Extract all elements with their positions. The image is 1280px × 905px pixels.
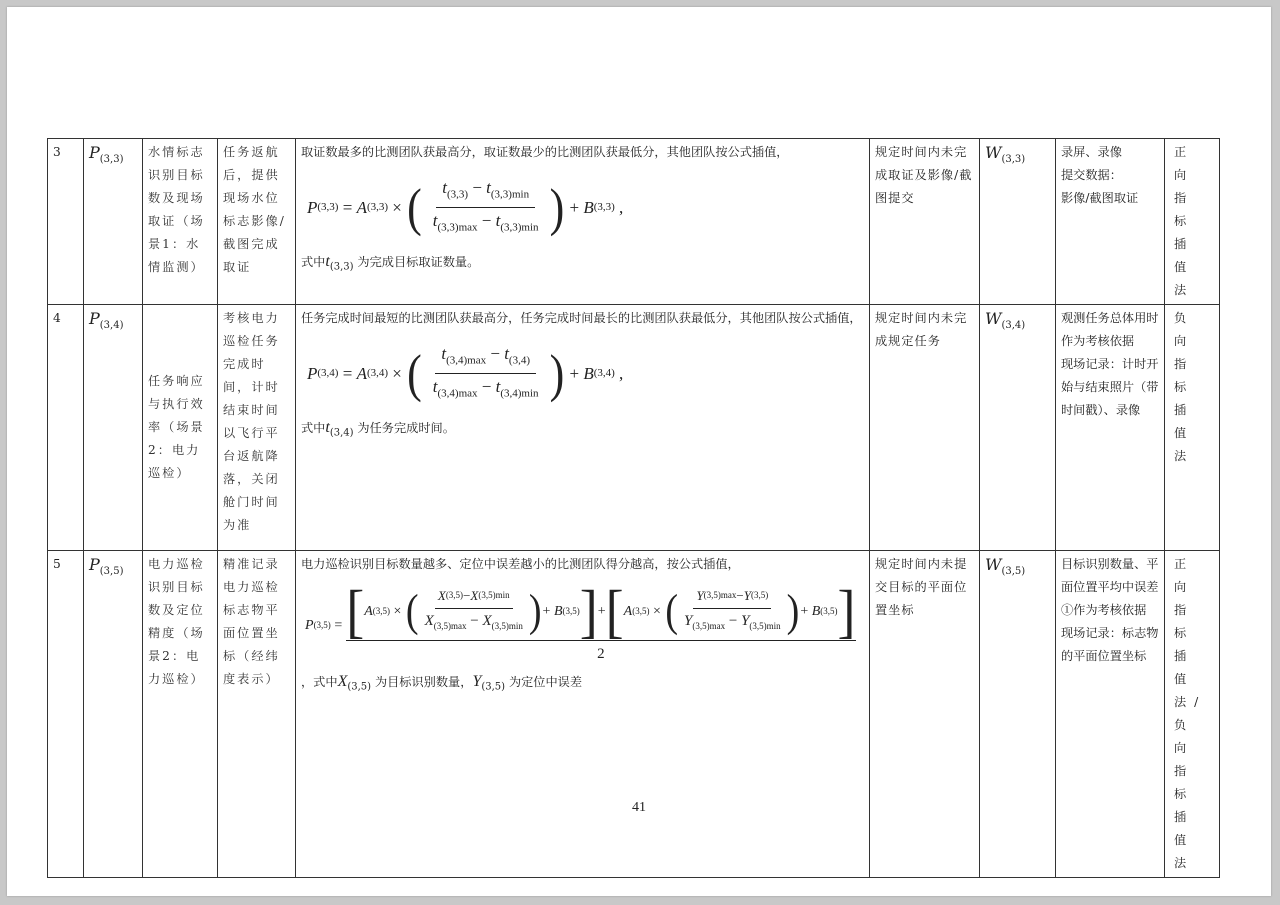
indicator-symbol: $P_{(3,5)}$: [84, 551, 143, 878]
indicator-content: 任务返航后，提供现场水位标志影像/截图完成取证: [218, 139, 296, 305]
evidence: 录屏、录像 提交数据： 影像/截图取证: [1056, 139, 1165, 305]
formula-note: ，式中$X_{(3,5)}$ 为目标识别数量，$Y_{(3,5)}$ 为定位中误差: [301, 673, 583, 693]
table-row: [48, 551, 1220, 878]
formula-note: 式中$t_{(3,4)}$ 为任务完成时间。: [301, 418, 455, 439]
indicator-symbol: $P_{(3,4)}$: [84, 305, 143, 551]
indicator-name: 任务响应与执行效率（场景2：电力巡检）: [143, 305, 218, 551]
weight-symbol: $W_{(3,4)}$: [980, 305, 1056, 551]
indicator-type: 负向指标插值法: [1165, 305, 1220, 551]
method-text: 任务完成时间最短的比测团队获最高分，任务完成时间最长的比测团队获最低分，其他团队按公式插值，: [301, 311, 862, 325]
indicator-table: [47, 138, 1220, 878]
evidence: 观测任务总体用时作为考核依据 现场记录：计时开始与结束照片（带时间戳）、录像: [1056, 305, 1165, 551]
formula-note: 式中$t_{(3,3)}$ 为完成目标取证数量。: [301, 252, 480, 273]
row-index: 3: [48, 139, 84, 305]
method-text: 取证数最多的比测团队获最高分，取证数最少的比测团队获最低分，其他团队按公式插值，: [301, 145, 789, 159]
indicator-symbol: $P_{(3,3)}$: [84, 139, 143, 305]
indicator-type: 正向指标插值法/负向指标插值法: [1165, 551, 1220, 878]
time-limit: 规定时间内未完成规定任务: [870, 305, 980, 551]
scoring-method: [296, 551, 870, 878]
formula-p34: P (3,4) = A (3,4) × ( $\frac{t_{(3,4)max} - t_{(3,4)}}{t_{(3,4)max} - t_{(3,4)min}}$ ) + B (3,4) ,: [307, 343, 624, 403]
method-text: 电力巡检识别目标数量越多、定位中误差越小的比测团队得分越高，按公式插值，: [301, 557, 740, 571]
document-page: [7, 7, 1271, 896]
time-limit: 规定时间内未完成取证及影像/截图提交: [870, 139, 980, 305]
weight-symbol: $W_{(3,3)}$: [980, 139, 1056, 305]
row-index: 5: [48, 551, 84, 878]
indicator-name: 水情标志识别目标数及现场取证（场景1：水情监测）: [143, 139, 218, 305]
formula-p33: P (3,3) = A (3,3) × ( $\frac{t_{(3,3)} - t_{(3,3)min}}{t_{(3,3)max} - t_{(3,3)min}}$ ) + B (3,3) ,: [307, 177, 624, 237]
table-row: [48, 305, 1220, 551]
row-index: 4: [48, 305, 84, 551]
weight-symbol: $W_{(3,5)}$: [980, 551, 1056, 878]
indicator-type: 正向指标插值法: [1165, 139, 1220, 305]
time-limit: 规定时间内未提交目标的平面位置坐标: [870, 551, 980, 878]
indicator-name: 电力巡检识别目标数及定位精度（场景2：电力巡检）: [143, 551, 218, 878]
scoring-method: [296, 305, 870, 551]
scoring-method: [296, 139, 870, 305]
table-row: [48, 139, 1220, 305]
formula-p35: P (3,5) = [ A (3,5) × ( X (3,5) − X (3,5)min $X_{(3,5)max} - X_{(3,5)min}$ ) + B (3,5) ] + [ A (3,5) × ( Y (3,5)max − Y (3,5) $Y_{(3,5)max} - Y_{(3,5)min}$ ) + B (3,5) ] 2: [305, 578, 856, 662]
indicator-content: 考核电力巡检任务完成时间，计时结束时间以飞行平台返航降落，关闭舱门时间为准: [218, 305, 296, 551]
evidence: 目标识别数量、平面位置平均中误差①作为考核依据 现场记录：标志物的平面位置坐标: [1056, 551, 1165, 878]
page-number: 41: [632, 800, 646, 815]
indicator-content: 精准记录电力巡检标志物平面位置坐标（经纬度表示）: [218, 551, 296, 878]
